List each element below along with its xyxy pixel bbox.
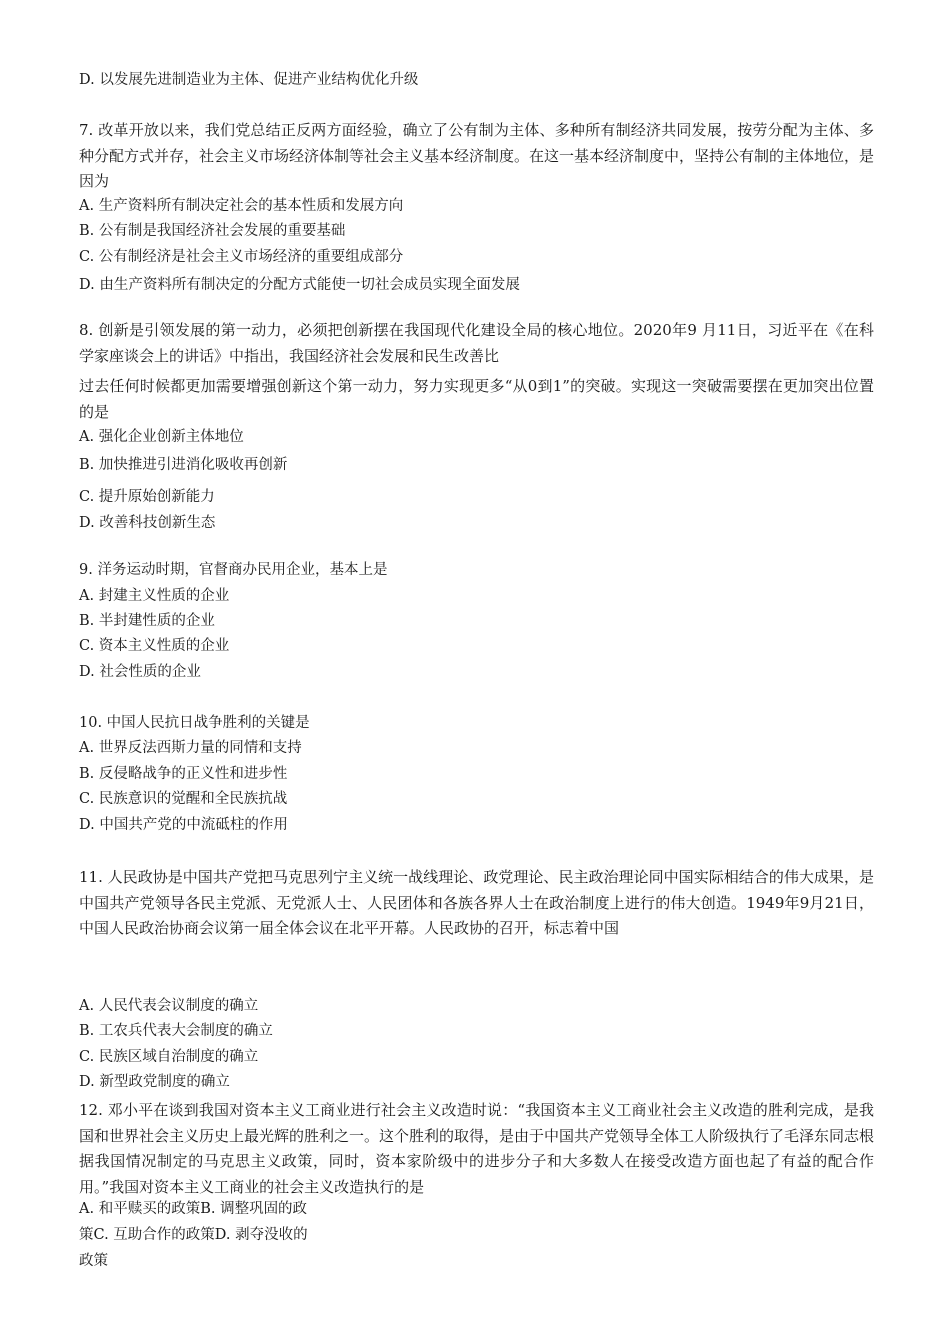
q11-option-b: B. 工农兵代表大会制度的确立 xyxy=(79,1023,273,1039)
q12-stem: 12. 邓小平在谈到我国对资本主义工商业进行社会主义改造时说：“我国资本主义工商业社会主义改造的胜利完成，是我国和世界社会主义历史上最光辉的胜利之一。这个胜利的取得，是由于中国共产党领导全体工人阶级执行了毛泽东同志根据我国情况制定的马克思主义政策，同时，资本家阶级中的进步分子和大多数人在接受改造方面也起了有益的配合作用。”我国对资本主义工商业的社会主义改造执行的是 xyxy=(79,1101,875,1196)
q8-stem-part1: 8. 创新是引领发展的第一动力，必须把创新摆在我国现代化建设全局的核心地位。2020年9 月11日，习近平在《在科学家座谈会上的讲话》中指出，我国经济社会发展和民生改善比 xyxy=(79,321,874,365)
q8-option-c: C. 提升原始创新能力 xyxy=(79,489,215,505)
q8-stem-part2: 过去任何时候都更加需要增强创新这个第一动力，努力实现更多“从0到1”的突破。实现这一突破需要摆在更加突出位置的是 xyxy=(79,377,874,421)
q7-option-c: C. 公有制经济是社会主义市场经济的重要组成部分 xyxy=(79,249,404,265)
q7-option-b: B. 公有制是我国经济社会发展的重要基础 xyxy=(79,223,346,239)
q7-option-a: A. 生产资料所有制决定社会的基本性质和发展方向 xyxy=(79,198,404,214)
q9-option-c: C. 资本主义性质的企业 xyxy=(79,638,230,654)
q12-options-line-3: 政策 xyxy=(79,1253,108,1269)
q7-stem: 7. 改革开放以来，我们党总结正反两方面经验，确立了公有制为主体、多种所有制经济共同发展，按劳分配为主体、多种分配方式并存，社会主义市场经济体制等社会主义基本经济制度。在这一基本经济制度中，坚持公有制的主体地位，是因为 xyxy=(79,121,875,190)
q8-option-b: B. 加快推进引进消化吸收再创新 xyxy=(79,457,288,473)
q11-option-c: C. 民族区域自治制度的确立 xyxy=(79,1049,259,1065)
q10-stem: 10. 中国人民抗日战争胜利的关键是 xyxy=(79,715,310,731)
q9-option-d: D. 社会性质的企业 xyxy=(79,664,201,680)
q10-option-a: A. 世界反法西斯力量的同情和支持 xyxy=(79,740,302,756)
q12-options-line-2: 策C. 互助合作的政策D. 剥夺没收的 xyxy=(79,1227,308,1243)
q8-option-a: A. 强化企业创新主体地位 xyxy=(79,429,244,445)
q9-option-b: B. 半封建性质的企业 xyxy=(79,613,215,629)
q6-option-d: D. 以发展先进制造业为主体、促进产业结构优化升级 xyxy=(79,72,419,88)
q9-option-a: A. 封建主义性质的企业 xyxy=(79,588,230,604)
q10-option-c: C. 民族意识的觉醒和全民族抗战 xyxy=(79,791,288,807)
q7-option-d: D. 由生产资料所有制决定的分配方式能使一切社会成员实现全面发展 xyxy=(79,277,520,293)
q10-option-d: D. 中国共产党的中流砥柱的作用 xyxy=(79,817,288,833)
q11-option-d: D. 新型政党制度的确立 xyxy=(79,1074,230,1090)
q11-option-a: A. 人民代表会议制度的确立 xyxy=(79,998,259,1014)
q10-option-b: B. 反侵略战争的正义性和进步性 xyxy=(79,766,288,782)
q9-stem: 9. 洋务运动时期，官督商办民用企业，基本上是 xyxy=(79,562,388,578)
q11-stem: 11. 人民政协是中国共产党把马克思列宁主义统一战线理论、政党理论、民主政治理论同中国实际相结合的伟大成果，是中国共产党领导各民主党派、无党派人士、人民团体和各族各界人士在政治制度上进行的伟大创造。1949年9月21日，中国人民政治协商会议第一届全体会议在北平开幕。人民政协的召开，标志着中国 xyxy=(79,868,874,937)
q12-options-line-1: A. 和平赎买的政策B. 调整巩固的政 xyxy=(79,1201,308,1217)
q8-option-d: D. 改善科技创新生态 xyxy=(79,515,216,531)
